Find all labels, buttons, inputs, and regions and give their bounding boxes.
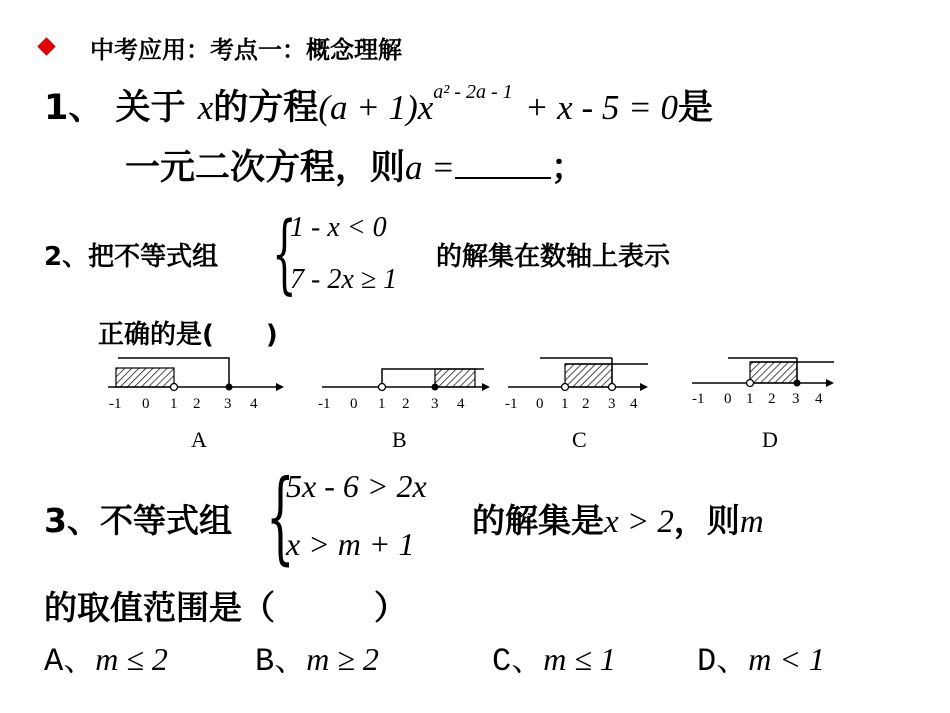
q3-tail-wrap — [472, 495, 764, 542]
q3-line2: 的取值范围是（ ） — [44, 588, 407, 627]
option-d-tick-neg1: -1 — [692, 391, 705, 407]
option-c-tick-0: 0 — [536, 396, 544, 412]
q3-choice-b-label: B、 — [255, 643, 307, 680]
q1-exponent: a² - 2a - 1 — [433, 81, 513, 104]
q1-semicolon: ； — [550, 148, 586, 188]
option-c-tick-3: 3 — [608, 396, 616, 412]
q2-number: 2、 — [44, 242, 89, 272]
q1-mid: 的方程 — [213, 88, 319, 128]
q3-choice-a-label: A、 — [44, 643, 96, 680]
q1-line2-text: 一元二次方程，则 — [125, 148, 406, 188]
option-d-tick-1: 1 — [746, 391, 754, 407]
option-d-tick-0: 0 — [724, 391, 732, 407]
option-b-tick-0: 0 — [350, 396, 358, 412]
q3-condition: x > 2 — [604, 504, 674, 540]
q2-lead-wrap — [44, 236, 218, 273]
q1-xbase: x — [417, 88, 434, 127]
q3-tail1: 的解集是 — [472, 501, 604, 540]
q2-brace: { — [272, 204, 297, 304]
option-a-tick-0: 0 — [142, 396, 150, 412]
option-b-tick-3: 3 — [431, 396, 439, 412]
option-a-tick-4: 4 — [250, 396, 258, 412]
q3-choice-d[interactable] — [697, 634, 825, 680]
option-a-tick-3: 3 — [224, 396, 232, 412]
q1-lead: 关于 — [115, 88, 186, 128]
option-c-tick-2: 2 — [582, 396, 590, 412]
section-heading: 中考应用：考点一：概念理解 — [90, 36, 402, 64]
q1-tail: + x - 5 = 0 — [524, 88, 678, 127]
q1-x: x — [197, 88, 214, 127]
q3-lead: 不等式组 — [99, 501, 232, 540]
option-d-tick-3: 3 — [792, 391, 800, 407]
q3-choice-c-label: C、 — [492, 643, 544, 680]
option-d-tick-4: 4 — [815, 391, 823, 407]
q3-choice-c-expr: m ≤ 1 — [543, 641, 616, 677]
option-c-number-line[interactable] — [505, 358, 648, 452]
q2-line2: 正确的是( ) — [98, 320, 278, 350]
q2-ineq2: 7 - 2x ≥ 1 — [290, 264, 398, 295]
q2-lead: 把不等式组 — [88, 242, 219, 272]
q1-number: 1、 — [44, 88, 104, 128]
option-c-tick-neg1: -1 — [505, 396, 518, 412]
option-b-tick-4: 4 — [457, 396, 465, 412]
q1-answer-blank[interactable] — [455, 153, 551, 179]
q3-choice-a[interactable] — [44, 634, 168, 680]
q3-lead-wrap — [44, 495, 232, 542]
option-a-label: A — [191, 427, 207, 452]
q3-ineq1: 5x - 6 > 2x — [286, 468, 427, 504]
option-b-tick-neg1: -1 — [318, 396, 331, 412]
option-a-tick-1: 1 — [170, 396, 178, 412]
option-c-tick-1: 1 — [561, 396, 569, 412]
q1-coef: (a + 1) — [318, 88, 418, 127]
diamond-bullet-icon — [37, 37, 55, 55]
option-d-number-line[interactable] — [692, 358, 834, 452]
q2-ineq1: 1 - x < 0 — [290, 212, 387, 243]
number-line-options — [100, 350, 860, 460]
q3-choice-b[interactable] — [255, 634, 379, 680]
option-a-tick-neg1: -1 — [109, 396, 122, 412]
q2-tail: 的解集在数轴上表示 — [436, 242, 671, 272]
q1-line1 — [44, 80, 713, 130]
option-c-label: C — [572, 427, 587, 452]
q1-a-equals: a = — [405, 148, 455, 187]
option-b-tick-1: 1 — [378, 396, 386, 412]
option-d-tick-2: 2 — [768, 391, 776, 407]
q3-m: m — [739, 504, 764, 540]
option-d-label: D — [762, 427, 778, 452]
option-b-label: B — [392, 427, 407, 452]
option-b-number-line[interactable] — [318, 369, 490, 452]
q3-number: 3、 — [44, 501, 100, 540]
option-b-tick-2: 2 — [402, 396, 410, 412]
option-c-tick-4: 4 — [630, 396, 638, 412]
q1-line2 — [125, 140, 586, 190]
option-a-tick-2: 2 — [193, 396, 201, 412]
q3-brace: { — [266, 458, 295, 575]
q3-choice-a-expr: m ≤ 2 — [95, 641, 168, 677]
q3-ineq2: x > m + 1 — [286, 526, 415, 562]
q3-choice-d-expr: m < 1 — [748, 641, 825, 677]
q3-tail2: ，则 — [673, 501, 740, 540]
q3-choice-b-expr: m ≥ 2 — [306, 641, 379, 677]
q1-end: 是 — [678, 88, 714, 128]
q3-choice-d-label: D、 — [697, 643, 749, 680]
option-a-number-line[interactable] — [108, 358, 284, 452]
q3-choice-c[interactable] — [492, 634, 616, 680]
